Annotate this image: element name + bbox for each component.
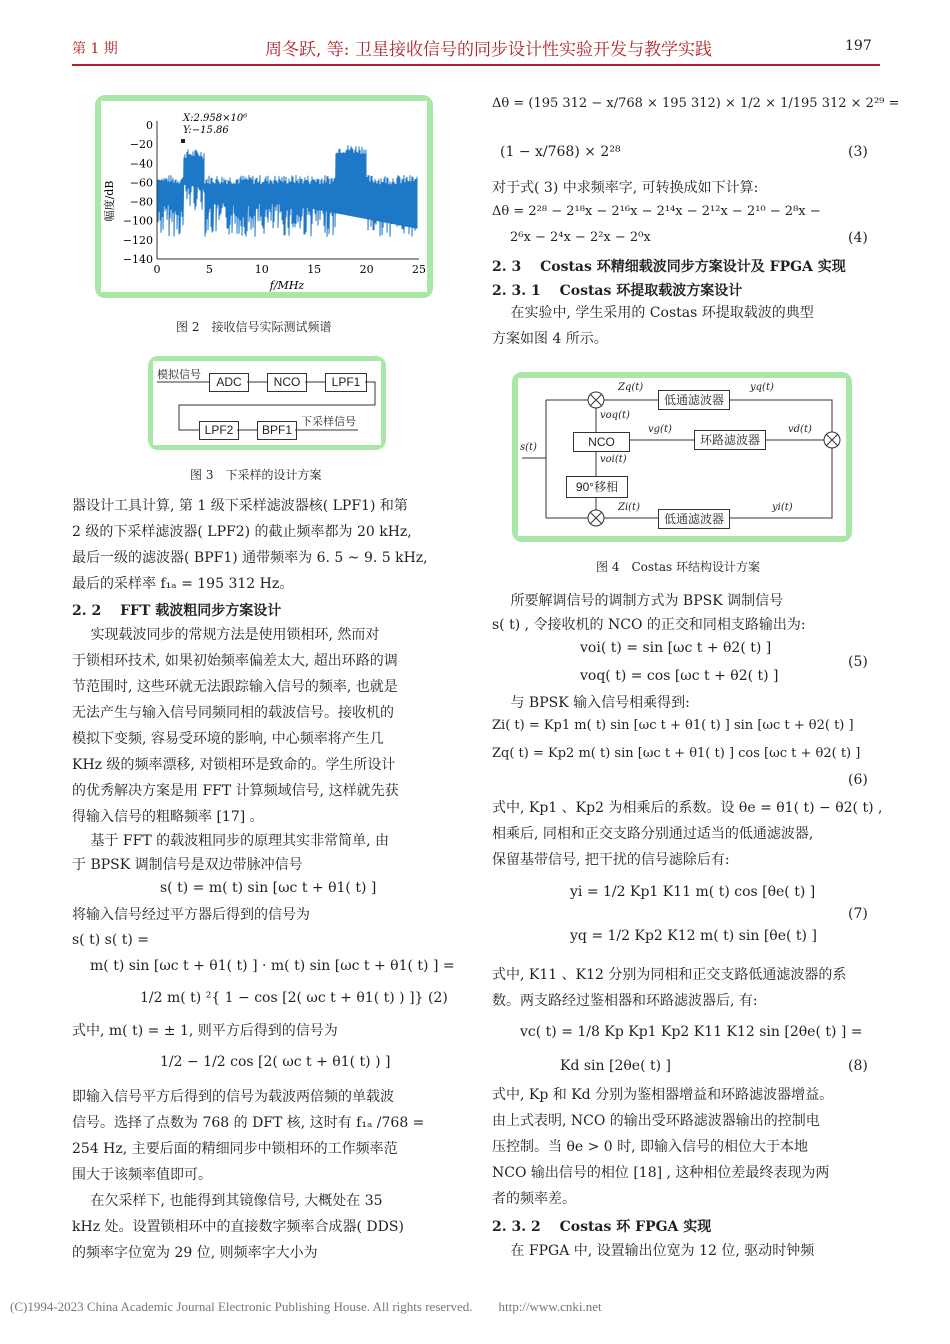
left-line: 最后的采样率 f₁ₐ = 195 312 Hz。: [72, 576, 294, 592]
lpf2-block: LPF2: [199, 421, 239, 440]
section-2-2: 2. 2 FFT 载波粗同步方案设计: [72, 603, 282, 619]
right-line: 式中, K11 、K12 分别为同相和正交支路低通滤波器的系: [492, 967, 847, 983]
equation-half: 1/2 − 1/2 cos [2( ωc t + θ1( t) ) ]: [160, 1054, 391, 1070]
right-line: 在实验中, 学生采用的 Costas 环提取载波的典型: [492, 305, 814, 321]
section-2-3: 2. 3 Costas 环精细载波同步方案设计及 FPGA 实现: [492, 259, 846, 275]
left-line: 基于 FFT 的载波粗同步的原理其实非常简单, 由: [72, 833, 390, 849]
phase-shift-block: 90°移相: [566, 476, 628, 498]
left-line: 254 Hz, 主要后面的精细同步中锁相环的工作频率范: [72, 1141, 398, 1157]
header-rule: [72, 64, 880, 66]
equation-number: (7): [848, 906, 868, 922]
x-axis-label: f/MHz: [269, 279, 305, 292]
section-2-3-2: 2. 3. 2 Costas 环 FPGA 实现: [492, 1219, 712, 1235]
left-line: KHz 级的频率漂移, 对锁相环是致命的。学生所设计: [72, 757, 396, 773]
left-line: 无法产生与输入信号同频同相的载波信号。接收机的: [72, 705, 394, 721]
yq-label: yq(t): [750, 382, 774, 393]
copyright-footer: (C)1994-2023 China Academic Journal Electronic Publishing House. All rights reserved. http://www.cnki.net: [10, 1299, 602, 1314]
figure-4: [512, 372, 852, 542]
left-line: 实现载波同步的常规方法是使用锁相环, 然而对: [72, 627, 380, 643]
equation-2a: s( t) s( t) =: [72, 932, 149, 948]
equation-3a: Δθ = (195 312 − x/768 × 195 312) × 1/2 × 1/195 312 × 2²⁹ =: [492, 96, 900, 111]
x-tick-label: 25: [412, 263, 426, 276]
adc-block: ADC: [209, 373, 249, 392]
nco-block: NCO: [573, 432, 630, 452]
figure-2: [95, 95, 433, 298]
equation-6a: Zi( t) = Kp1 m( t) sin [ωc t + θ1( t) ] sin [ωc t + θ2( t) ]: [492, 718, 854, 733]
issue-label: 第 1 期: [72, 41, 118, 57]
y-tick-label: −120: [122, 233, 153, 247]
left-line: 最后一级的滤波器( BPF1) 通带频率为 6. 5 ~ 9. 5 kHz,: [72, 550, 428, 566]
spectrum-plot: [101, 101, 427, 292]
right-line: 压控制。当 θe > 0 时, 即输入信号的相位大于本地: [492, 1139, 809, 1155]
vd-label: vd(t): [788, 424, 812, 435]
section-2-3-1: 2. 3. 1 Costas 环提取载波方案设计: [492, 283, 743, 299]
right-line: 者的频率差。: [492, 1191, 576, 1207]
yi-label: yi(t): [772, 502, 793, 513]
left-line: 于锁相环技术, 如果初始频率偏差太大, 超出环路的调: [72, 653, 398, 669]
equation-8b: Kd sin [2θe( t) ]: [560, 1058, 671, 1074]
left-line: 将输入信号经过平方器后得到的信号为: [72, 907, 310, 923]
left-line: 式中, m( t) = ± 1, 则平方后得到的信号为: [72, 1023, 338, 1039]
y-tick-label: −80: [129, 195, 153, 209]
y-tick-label: −40: [129, 157, 153, 171]
equation-number: (5): [848, 654, 868, 670]
equation-number: (6): [848, 772, 868, 788]
voi-label: voi(t): [600, 454, 627, 465]
left-line: 节范围时, 这些环就无法跟踪输入信号的频率, 也就是: [72, 679, 398, 695]
right-line: 与 BPSK 输入信号相乘得到:: [492, 695, 690, 711]
left-line: 于 BPSK 调制信号是双边带脉冲信号: [72, 857, 303, 873]
right-line: 方案如图 4 所示。: [492, 331, 608, 347]
left-line: 2 级的下采样滤波器( LPF2) 的截止频率都为 20 kHz,: [72, 524, 412, 540]
right-line: 在 FPGA 中, 设置输出位宽为 12 位, 驱动时钟频: [492, 1243, 815, 1259]
input-label: 模拟信号: [157, 368, 201, 381]
figure-3: [148, 356, 386, 450]
y-tick-label: −140: [122, 253, 153, 266]
y-tick-label: −20: [129, 138, 153, 152]
spectrum-trace: [158, 145, 417, 237]
voq-label: voq(t): [600, 410, 630, 421]
annot-y: Y:−15.86: [183, 125, 229, 136]
y-tick-label: −100: [122, 214, 153, 228]
right-line: s( t) , 令接收机的 NCO 的正交和同相支路输出为:: [492, 617, 806, 633]
x-tick-label: 20: [359, 263, 374, 276]
fig3-caption: 图 3 下采样的设计方案: [190, 468, 322, 482]
zq-label: Zq(t): [618, 382, 644, 393]
lpf1-block: LPF1: [325, 373, 367, 392]
right-line: 对于式( 3) 中求频率字, 可转换成如下计算:: [492, 180, 759, 196]
left-line: 模拟下变频, 容易受环境的影响, 中心频率将产生几: [72, 731, 384, 747]
x-tick-label: 10: [254, 263, 269, 276]
fig2-caption: 图 2 接收信号实际测试频谱: [176, 320, 332, 334]
right-line: 所要解调信号的调制方式为 BPSK 调制信号: [492, 593, 784, 609]
left-line: 得输入信号的粗略频率 [17] 。: [72, 809, 264, 825]
left-line: 信号。选择了点数为 768 的 DFT 核, 这时有 f₁ₐ /768 =: [72, 1115, 425, 1131]
y-tick-label: −60: [129, 176, 153, 190]
left-line: 围大于该频率值即可。: [72, 1167, 212, 1183]
bpf1-block: BPF1: [257, 421, 297, 440]
right-line: 数。两支路经过鉴相器和环路滤波器后, 有:: [492, 993, 758, 1009]
annot-x: X:2.958×10⁶: [183, 113, 248, 124]
nco-block: NCO: [267, 373, 307, 392]
loop-filter-block: 环路滤波器: [694, 430, 766, 450]
equation-6b: Zq( t) = Kp2 m( t) sin [ωc t + θ1( t) ] cos [ωc t + θ2( t) ]: [492, 746, 861, 761]
equation-2b: m( t) sin [ωc t + θ1( t) ] · m( t) sin [ωc t + θ1( t) ] =: [90, 958, 455, 974]
vg-label: vg(t): [648, 424, 672, 435]
x-tick-label: 5: [205, 263, 213, 276]
equation-8a: vc( t) = 1/8 Kp Kp1 Kp2 K11 K12 sin [2θe( t) ] =: [520, 1024, 863, 1040]
fig3-connectors: [153, 361, 381, 445]
equation-2c: 1/2 m( t) ²{ 1 − cos [2( ωc t + θ1( t) ) ]}: [140, 990, 424, 1006]
equation-number: (2): [428, 990, 448, 1006]
equation-4a: Δθ = 2²⁸ − 2¹⁸x − 2¹⁶x − 2¹⁴x − 2¹²x − 2¹⁰ − 2⁸x −: [492, 204, 821, 219]
left-line: 在欠采样下, 也能得到其镜像信号, 大概处在 35: [72, 1193, 383, 1209]
left-line: 器设计工具计算, 第 1 级下采样滤波器核( LPF1) 和第: [72, 498, 408, 514]
left-line: kHz 处。设置锁相环中的直接数字频率合成器( DDS): [72, 1219, 404, 1235]
zi-label: Zi(t): [618, 502, 640, 513]
right-line: 由上式表明, NCO 的输出受环路滤波器输出的控制电: [492, 1113, 820, 1129]
equation-7b: yq = 1/2 Kp2 K12 m( t) sin [θe( t) ]: [570, 928, 817, 944]
x-tick-label: 0: [153, 263, 161, 276]
right-line: 式中, Kp1 、Kp2 为相乘后的系数。设 θe = θ1( t) − θ2( t) ,: [492, 800, 883, 816]
st-label: s(t): [520, 442, 537, 453]
page-number: 197: [845, 38, 872, 54]
output-label: 下采样信号: [301, 415, 356, 428]
right-line: 相乘后, 同相和正交支路分别通过适当的低通滤波器,: [492, 826, 814, 842]
equation-7a: yi = 1/2 Kp1 K11 m( t) cos [θe( t) ]: [570, 884, 816, 900]
equation-5b: voq( t) = cos [ωc t + θ2( t) ]: [580, 668, 779, 684]
running-title: 周冬跃, 等: 卫星接收信号的同步设计性实验开发与教学实践: [265, 40, 712, 60]
data-tip-marker: [181, 139, 185, 143]
x-tick-label: 15: [307, 263, 322, 276]
lpf-top-block: 低通滤波器: [658, 390, 730, 410]
equation-4b: 2⁶x − 2⁴x − 2²x − 2⁰x: [510, 230, 651, 245]
equation-number: (4): [848, 230, 868, 246]
y-axis-label: 幅度/dB: [103, 180, 116, 222]
right-line: 式中, Kp 和 Kd 分别为鉴相器增益和环路滤波器增益。: [492, 1087, 834, 1103]
left-line: 的频率字位宽为 29 位, 则频率字大小为: [72, 1245, 318, 1261]
equation-number: (3): [848, 144, 868, 160]
left-line: 的优秀解决方案是用 FFT 计算频域信号, 这样就先获: [72, 783, 399, 799]
fig4-caption: 图 4 Costas 环结构设计方案: [596, 560, 760, 574]
equation-number: (8): [848, 1058, 868, 1074]
equation-5a: voi( t) = sin [ωc t + θ2( t) ]: [580, 640, 772, 656]
lpf-bottom-block: 低通滤波器: [658, 509, 730, 529]
equation-3b: (1 − x/768) × 2²⁸: [500, 144, 621, 160]
left-line: 即输入信号平方后得到的信号为载波两倍频的单载波: [72, 1089, 394, 1105]
right-line: NCO 输出信号的相位 [18] , 这种相位差最终表现为两: [492, 1165, 830, 1181]
equation-s: s( t) = m( t) sin [ωc t + θ1( t) ]: [160, 880, 377, 896]
right-line: 保留基带信号, 把干扰的信号滤除后有:: [492, 852, 730, 868]
y-tick-label: 0: [146, 119, 153, 132]
